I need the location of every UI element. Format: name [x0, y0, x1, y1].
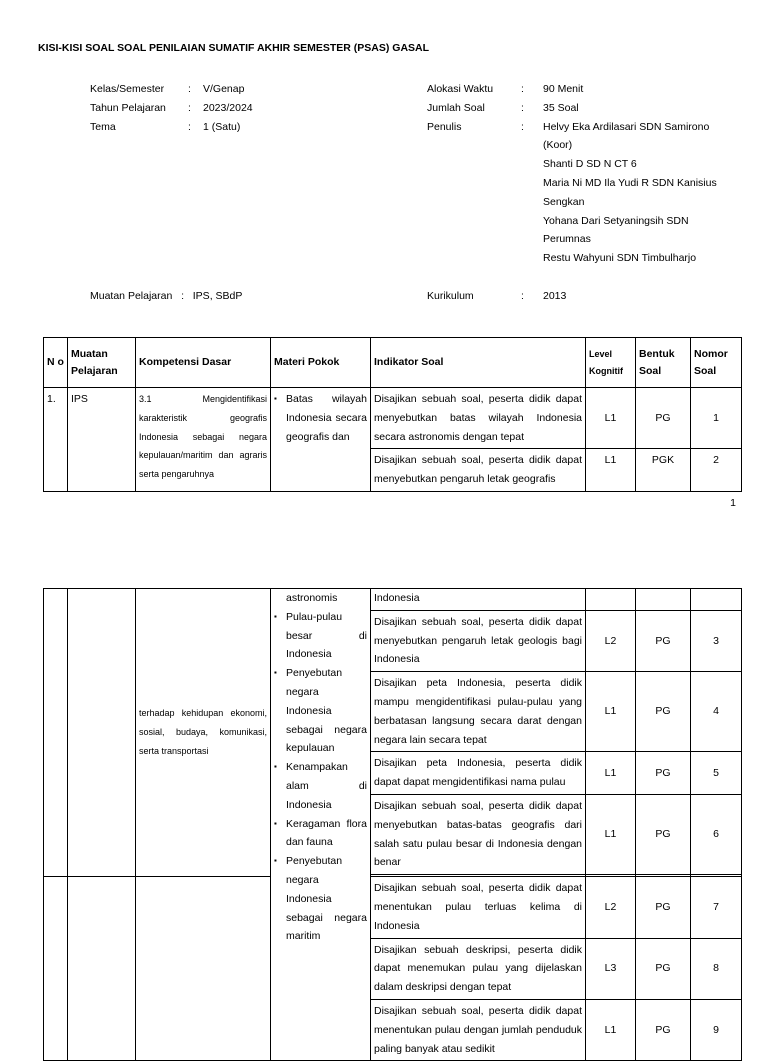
cell-level: L1: [586, 672, 636, 752]
info-colon: :: [521, 83, 524, 95]
info-label: Jumlah Soal: [427, 101, 485, 114]
cell-bentuk: PG: [636, 877, 691, 938]
info-value: 2013: [543, 290, 567, 302]
cell-bentuk: PG: [636, 610, 691, 671]
cell-indikator: Indonesia: [371, 589, 586, 611]
header-nomor: Nomor Soal: [691, 338, 742, 388]
header-no: N o: [44, 338, 68, 388]
info-left: [90, 80, 253, 136]
cell-bentuk: PG: [636, 752, 691, 795]
info-row: [427, 118, 718, 268]
materi-item: ▪ Batas wilayah Indonesia secara geografis dan: [274, 390, 367, 446]
info-value: 35 Soal: [543, 101, 579, 114]
info-row: [90, 118, 253, 137]
cell-nomor: 8: [691, 938, 742, 999]
kisi-kisi-table-page1: [43, 337, 742, 492]
cell-level: L1: [586, 794, 636, 874]
info-value: 2023/2024: [203, 101, 253, 114]
cell-bentuk: [636, 589, 691, 611]
info-colon: :: [188, 101, 191, 114]
cell-nomor: 9: [691, 999, 742, 1060]
cell-materi: [271, 589, 371, 1061]
info-row: [90, 99, 253, 118]
cell-kd: terhadap kehidupan ekonomi, sosial, budaya, komunikasi, serta transportasi: [136, 589, 271, 877]
materi-item: ▪ Pulau-pulau besar di Indonesia: [274, 608, 367, 664]
table-row: [44, 589, 742, 611]
info-label: Tema: [90, 120, 116, 133]
table-row: [44, 877, 742, 938]
penulis-name: Helvy Eka Ardilasari SDN Samirono (Koor): [543, 120, 710, 152]
info-value: IPS, SBdP: [192, 290, 243, 302]
cell-nomor: 1: [691, 388, 742, 449]
cell-kd: [136, 877, 271, 1061]
info-colon: :: [521, 101, 524, 114]
cell-no: [44, 589, 68, 877]
info-colon: :: [521, 290, 524, 302]
info-label: Tahun Pelajaran: [90, 101, 166, 114]
cell-indikator: Disajikan sebuah soal, peserta didik dapat menyebutkan batas wilayah Indonesia secara astronomis dengan tepat: [371, 388, 586, 449]
muatan-pelajaran-row: [90, 288, 242, 304]
penulis-name: Maria Ni MD Ila Yudi R SDN Kanisius Sengkan: [543, 176, 717, 208]
info-label: Kurikulum: [427, 290, 474, 302]
penulis-list: [543, 118, 718, 268]
header-muatan: Muatan Pelajaran: [68, 338, 136, 388]
cell-nomor: 3: [691, 610, 742, 671]
cell-level: L2: [586, 610, 636, 671]
cell-no: 1.: [44, 388, 68, 492]
cell-indikator: Disajikan sebuah soal, peserta didik dapat menyebutkan pengaruh letak geografis: [371, 449, 586, 492]
table-row: [44, 388, 742, 449]
cell-nomor: 7: [691, 877, 742, 938]
cell-nomor: 4: [691, 672, 742, 752]
cell-level: L2: [586, 877, 636, 938]
cell-level: L1: [586, 449, 636, 492]
cell-nomor: 6: [691, 794, 742, 874]
info-row: [427, 99, 718, 118]
materi-item: astronomis: [286, 592, 338, 604]
info-right: [427, 80, 718, 268]
cell-muatan: [68, 877, 136, 1061]
cell-level: L3: [586, 938, 636, 999]
cell-muatan: [68, 589, 136, 877]
kurikulum-row: [427, 288, 566, 304]
header-bentuk: Bentuk Soal: [636, 338, 691, 388]
info-colon: :: [188, 83, 191, 95]
header-kd: Kompetensi Dasar: [136, 338, 271, 388]
cell-nomor: 2: [691, 449, 742, 492]
info-row: [427, 80, 718, 99]
cell-bentuk: PG: [636, 388, 691, 449]
materi-item: ▪ Kenampakan alam di Indonesia: [274, 758, 367, 814]
info-value: 90 Menit: [543, 83, 584, 95]
cell-indikator: Disajikan sebuah deskripsi, peserta didik dapat menemukan pulau yang dijelaskan dalam deskripsi dengan tepat: [371, 938, 586, 999]
cell-indikator: Disajikan peta Indonesia, peserta didik dapat dapat mengidentifikasi nama pulau: [371, 752, 586, 795]
info-colon: :: [181, 290, 184, 302]
info-row: [90, 80, 253, 99]
cell-nomor: [691, 589, 742, 611]
cell-indikator: Disajikan sebuah soal, peserta didik dapat menyebutkan batas-batas geografis dari salah satu pulau besar di Indonesia dengan benar: [371, 794, 586, 874]
cell-bentuk: PG: [636, 794, 691, 874]
cell-bentuk: PG: [636, 672, 691, 752]
cell-bentuk: PG: [636, 938, 691, 999]
cell-bentuk: PGK: [636, 449, 691, 492]
table-header-row: [44, 338, 742, 388]
page-number: 1: [730, 497, 736, 509]
cell-bentuk: PG: [636, 999, 691, 1060]
penulis-name: Restu Wahyuni SDN Timbulharjo: [543, 252, 697, 265]
materi-item: ▪ Penyebutan negara Indonesia sebagai negara kepulauan: [274, 664, 367, 758]
header-indikator: Indikator Soal: [371, 338, 586, 388]
cell-level: [586, 589, 636, 611]
cell-no: [44, 877, 68, 1061]
info-colon: :: [188, 120, 191, 133]
penulis-name: Yohana Dari Setyaningsih SDN Perumnas: [543, 214, 689, 246]
materi-item: ▪ Keragaman flora dan fauna: [274, 815, 367, 853]
header-level: Level Kognitif: [586, 338, 636, 388]
cell-indikator: Disajikan sebuah soal, peserta didik dapat menentukan pulau dengan jumlah penduduk paling banyak atau sedikit: [371, 999, 586, 1060]
info-value: V/Genap: [203, 83, 245, 95]
cell-kd: 3.1 Mengidentifikasi karakteristik geografis Indonesia sebagai negara kepulauan/maritim dan agraris serta pengaruhnya: [136, 388, 271, 492]
cell-indikator: Disajikan sebuah soal, peserta didik dapat menyebutkan pengaruh letak geologis bagi Indonesia: [371, 610, 586, 671]
info-label: Penulis: [427, 120, 462, 133]
cell-materi: [271, 388, 371, 492]
cell-indikator: Disajikan peta Indonesia, peserta didik mampu mengidentifikasi pulau-pulau yang berbatasan langsung secara darat dengan negara lain secara tepat: [371, 672, 586, 752]
info-value: 1 (Satu): [203, 120, 241, 133]
cell-level: L1: [586, 752, 636, 795]
info-label: Muatan Pelajaran: [90, 290, 173, 302]
info-label: Kelas/Semester: [90, 83, 165, 95]
cell-level: L1: [586, 388, 636, 449]
cell-indikator: Disajikan sebuah soal, peserta didik dapat menentukan pulau terluas kelima di Indonesia: [371, 877, 586, 938]
header-materi: Materi Pokok: [271, 338, 371, 388]
info-label: Alokasi Waktu: [427, 83, 494, 95]
cell-muatan: IPS: [68, 388, 136, 492]
cell-level: L1: [586, 999, 636, 1060]
materi-item: ▪ Penyebutan negara Indonesia sebagai negara maritim: [274, 852, 367, 946]
document-title: KISI-KISI SOAL SOAL PENILAIAN SUMATIF AKHIR SEMESTER (PSAS) GASAL: [38, 42, 430, 54]
kisi-kisi-table-page2: [43, 588, 742, 1061]
info-colon: :: [521, 120, 524, 133]
cell-nomor: 5: [691, 752, 742, 795]
penulis-name: Shanti D SD N CT 6: [543, 158, 637, 171]
